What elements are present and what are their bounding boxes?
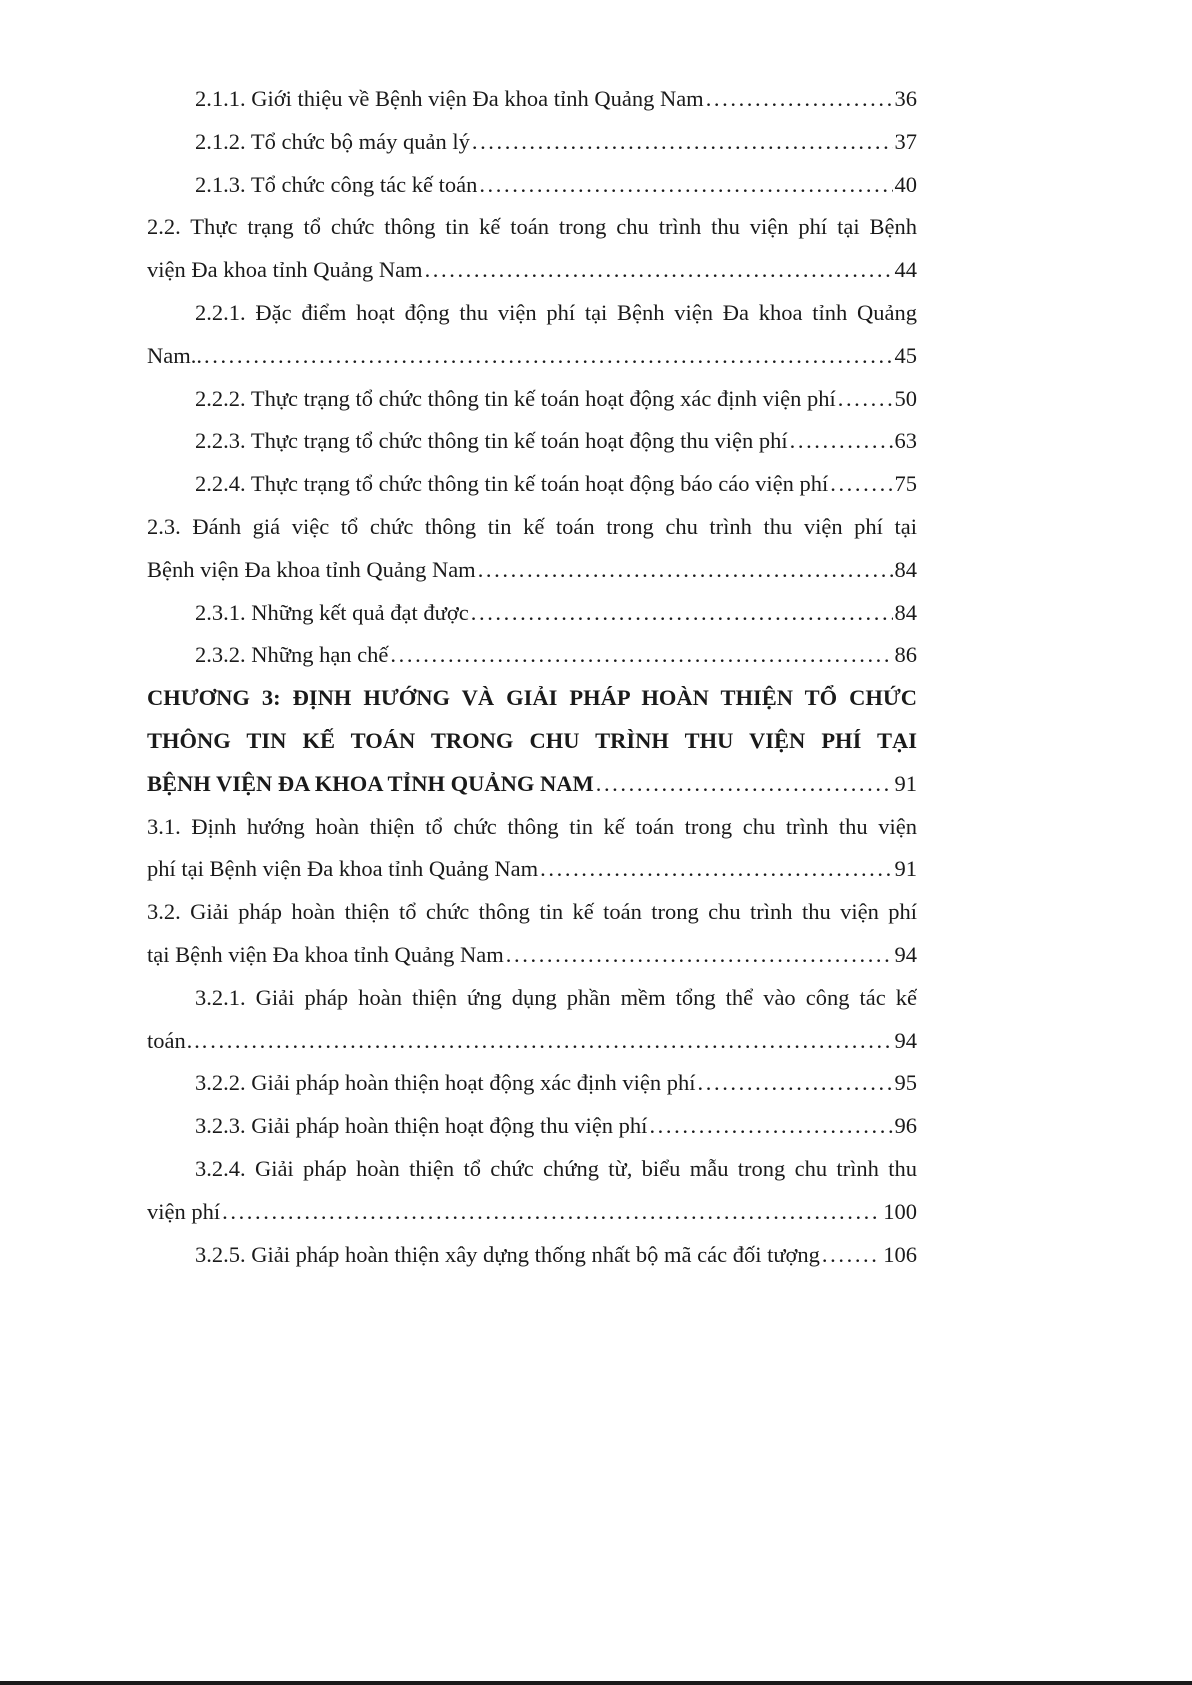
toc-chapter-title-line: CHƯƠNG 3: ĐỊNH HƯỚNG VÀ GIẢI PHÁP HOÀN THIỆN TỔ CHỨC: [147, 685, 917, 711]
toc-entry-title: 2.1.2. Tổ chức bộ máy quản lý: [195, 128, 470, 154]
toc-page-number: 100: [883, 1198, 917, 1224]
toc-entry[interactable]: [147, 977, 917, 1063]
dot-leader: [222, 1191, 881, 1234]
toc-entry[interactable]: [147, 634, 917, 677]
toc-entry[interactable]: [147, 206, 917, 292]
toc-entry-title-line: viện phí: [147, 1198, 221, 1224]
toc-entry[interactable]: [147, 378, 917, 421]
dot-leader: [204, 335, 893, 378]
toc-entry-title: 3.2.3. Giải pháp hoàn thiện hoạt động thu viện phí: [195, 1113, 648, 1139]
toc-entry-title-line: 3.2.1. Giải pháp hoàn thiện ứng dụng phần mềm tổng thể vào công tác kế: [195, 984, 917, 1010]
toc-entry-title-line: tại Bệnh viện Đa khoa tỉnh Quảng Nam: [147, 941, 504, 967]
toc-entry-title: 2.2.2. Thực trạng tổ chức thông tin kế toán hoạt động xác định viện phí: [195, 385, 836, 411]
toc-entry-title: 2.1.1. Giới thiệu về Bệnh viện Đa khoa tỉnh Quảng Nam: [195, 86, 704, 111]
toc-entry[interactable]: [147, 1148, 917, 1234]
toc-entry[interactable]: [147, 506, 917, 592]
toc-chapter-entry[interactable]: [147, 677, 917, 805]
toc-page-number: 94: [894, 1027, 917, 1053]
toc-entry[interactable]: [147, 121, 917, 164]
toc-chapter-title-line: THÔNG TIN KẾ TOÁN TRONG CHU TRÌNH THU VIỆN PHÍ TẠI: [147, 727, 917, 753]
toc-page-number: 106: [883, 1241, 917, 1267]
dot-leader: [478, 549, 893, 592]
toc-entry[interactable]: [147, 292, 917, 378]
toc-entry[interactable]: [147, 78, 917, 121]
toc-page-number: 84: [894, 599, 917, 625]
toc-entry[interactable]: [147, 164, 917, 207]
toc-entry-title: 2.3.2. Những hạn chế: [195, 642, 389, 668]
toc-entry-title-line: 3.1. Định hướng hoàn thiện tổ chức thông tin kế toán trong chu trình thu viện: [147, 813, 917, 839]
dot-leader: [471, 592, 893, 635]
toc-page-number: 45: [894, 342, 917, 368]
toc-page-number: 95: [894, 1070, 917, 1096]
dot-leader: [649, 1105, 892, 1148]
dot-leader: [540, 848, 892, 891]
dot-leader: [838, 378, 893, 421]
dot-leader: [506, 934, 893, 977]
toc-page-number: 96: [894, 1113, 917, 1139]
toc-page-number: 86: [894, 642, 917, 668]
toc-entry-title-line: toán…: [147, 1027, 209, 1053]
toc-page-number: 91: [894, 770, 917, 796]
toc-page-number: 84: [894, 556, 917, 582]
toc-entry[interactable]: [147, 463, 917, 506]
dot-leader: [830, 463, 892, 506]
toc-page-number: 40: [894, 171, 917, 197]
toc-entry[interactable]: [147, 592, 917, 635]
toc-entry[interactable]: [147, 420, 917, 463]
toc-entry-title-line: viện Đa khoa tỉnh Quảng Nam: [147, 257, 423, 283]
toc-entry-title-line: 3.2.4. Giải pháp hoàn thiện tổ chức chứng từ, biểu mẫu trong chu trình thu: [195, 1155, 917, 1181]
toc-entry[interactable]: [147, 1062, 917, 1105]
toc-page-number: 91: [894, 856, 917, 882]
toc-entry-title: 2.1.3. Tổ chức công tác kế toán: [195, 171, 478, 197]
page-bottom-border: [0, 1681, 1192, 1685]
toc-entry-title-line: Nam..: [147, 342, 202, 368]
toc-page-number: 50: [894, 385, 917, 411]
toc-page-number: 37: [894, 128, 917, 154]
dot-leader: [822, 1234, 881, 1277]
dot-leader: [210, 1020, 892, 1063]
dot-leader: [479, 164, 892, 207]
toc-entry-title-line: 2.2.1. Đặc điểm hoạt động thu viện phí tại Bệnh viện Đa khoa tỉnh Quảng: [195, 299, 917, 325]
toc-page-number: 63: [894, 428, 917, 454]
toc-entry-title-line: Bệnh viện Đa khoa tỉnh Quảng Nam: [147, 556, 476, 582]
toc-chapter-title-line: BỆNH VIỆN ĐA KHOA TỈNH QUẢNG NAM: [147, 770, 594, 796]
toc-page-number: 75: [894, 471, 917, 497]
toc-entry-title: 2.3.1. Những kết quả đạt được: [195, 599, 469, 625]
toc-page-number: 44: [894, 257, 917, 283]
dot-leader: [698, 1062, 893, 1105]
toc-page-number: 94: [894, 941, 917, 967]
dot-leader: [706, 78, 893, 121]
dot-leader: [472, 121, 893, 164]
toc-entry-title-line: 3.2. Giải pháp hoàn thiện tổ chức thông tin kế toán trong chu trình thu viện phí: [147, 899, 917, 925]
toc-entry[interactable]: [147, 1105, 917, 1148]
dot-leader: [790, 420, 893, 463]
toc-entry[interactable]: [147, 891, 917, 977]
toc-entry[interactable]: [147, 1234, 917, 1277]
table-of-contents: [147, 78, 917, 1276]
dot-leader: [596, 763, 893, 806]
toc-entry-title: 2.2.4. Thực trạng tổ chức thông tin kế toán hoạt động báo cáo viện phí: [195, 471, 829, 497]
dot-leader: [390, 634, 892, 677]
toc-entry-title: 2.2.3. Thực trạng tổ chức thông tin kế toán hoạt động thu viện phí: [195, 428, 788, 454]
toc-page-number: 36: [894, 86, 917, 111]
dot-leader: [425, 249, 893, 292]
toc-entry[interactable]: [147, 806, 917, 892]
toc-entry-title-line: phí tại Bệnh viện Đa khoa tỉnh Quảng Nam: [147, 856, 539, 882]
toc-entry-title-line: 2.2. Thực trạng tổ chức thông tin kế toán trong chu trình thu viện phí tại Bệnh: [147, 214, 917, 240]
toc-entry-title: 3.2.2. Giải pháp hoàn thiện hoạt động xác định viện phí: [195, 1070, 696, 1096]
toc-entry-title: 3.2.5. Giải pháp hoàn thiện xây dựng thống nhất bộ mã các đối tượng: [195, 1241, 820, 1267]
toc-entry-title-line: 2.3. Đánh giá việc tổ chức thông tin kế toán trong chu trình thu viện phí tại: [147, 513, 917, 539]
